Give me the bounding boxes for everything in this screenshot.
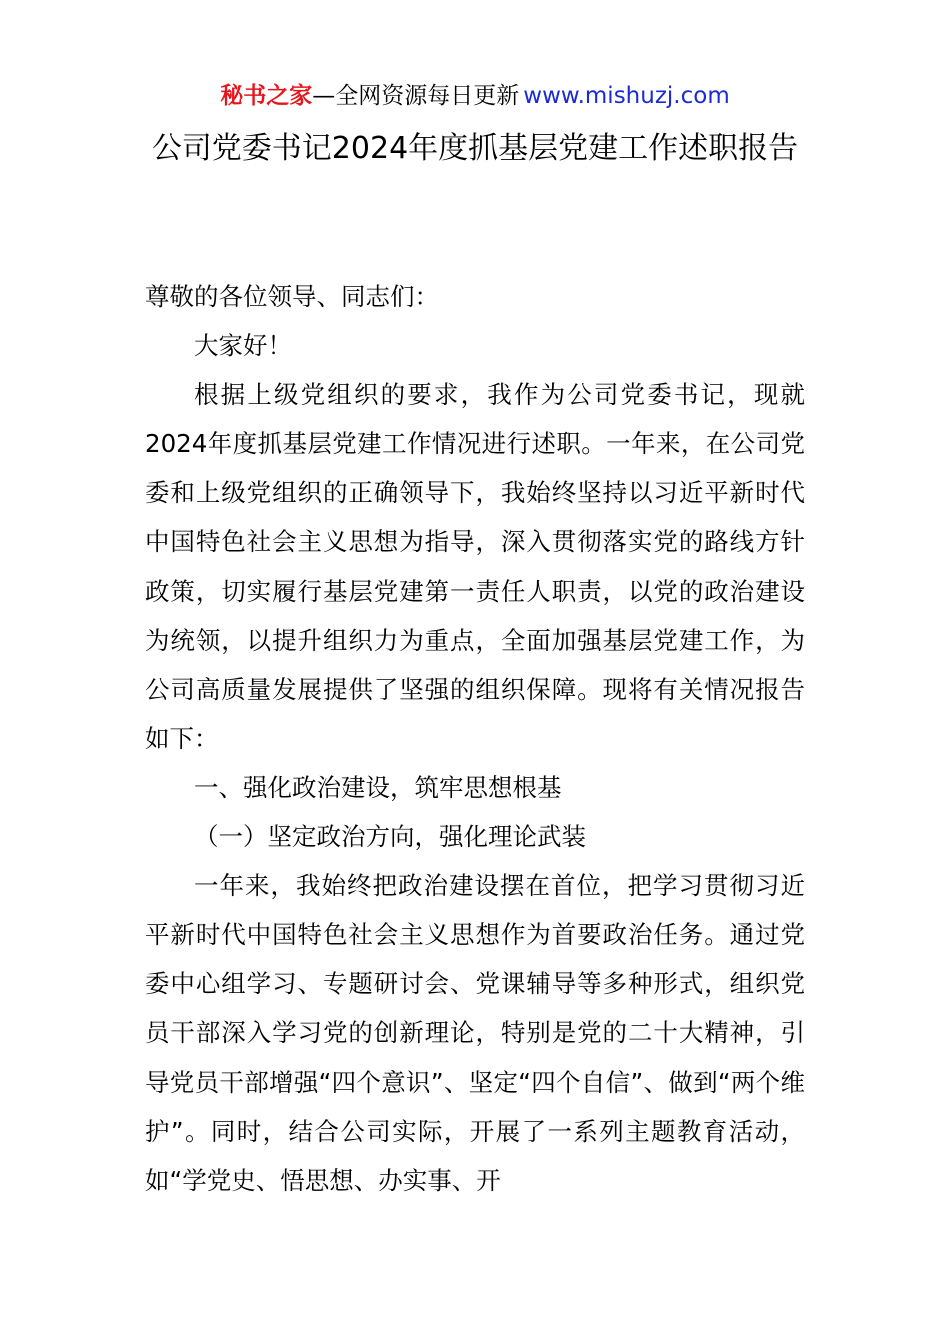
- document-body: [145, 272, 805, 1205]
- greeting: 大家好！: [194, 331, 292, 361]
- site-url-link[interactable]: www.mishuzj.com: [523, 83, 730, 109]
- section-heading: 一、强化政治建设，筑牢思想根基: [194, 772, 562, 802]
- site-header: [0, 80, 950, 112]
- site-tagline: —全网资源每日更新: [312, 83, 520, 109]
- document-title: 公司党委书记2024年度抓基层党建工作述职报告: [151, 131, 799, 166]
- subsection-heading: （一）坚定政治方向，强化理论武装: [194, 822, 586, 852]
- site-brand: 秘书之家: [220, 83, 313, 109]
- intro-paragraph: 根据上级党组织的要求，我作为公司党委书记，现就2024年度抓基层党建工作情况进行述职。一年来，在公司党委和上级党组织的正确领导下，我始终坚持以习近平新时代中国特色社会主义思想为指导，深入贯彻落实党的路线方针政策，切实履行基层党建第一责任人职责，以党的政治建设为统领，以提升组织力为重点，全面加强基层党建工作，为公司高质量发展提供了坚强的组织保障。现将有关情况报告如下：: [145, 380, 805, 753]
- salutation: 尊敬的各位领导、同志们：: [145, 282, 439, 311]
- subsection-paragraph: 一年来，我始终把政治建设摆在首位，把学习贯彻习近平新时代中国特色社会主义思想作为首要政治任务。通过党委中心组学习、专题研讨会、党课辅导等多种形式，组织党员干部深入学习党的创新理论，特别是党的二十大精神，引导党员干部增强“四个意识”、坚定“四个自信”、做到“两个维护”。同时，结合公司实际，开展了一系列主题教育活动，如“学党史、悟思想、办实事、开: [145, 871, 805, 1195]
